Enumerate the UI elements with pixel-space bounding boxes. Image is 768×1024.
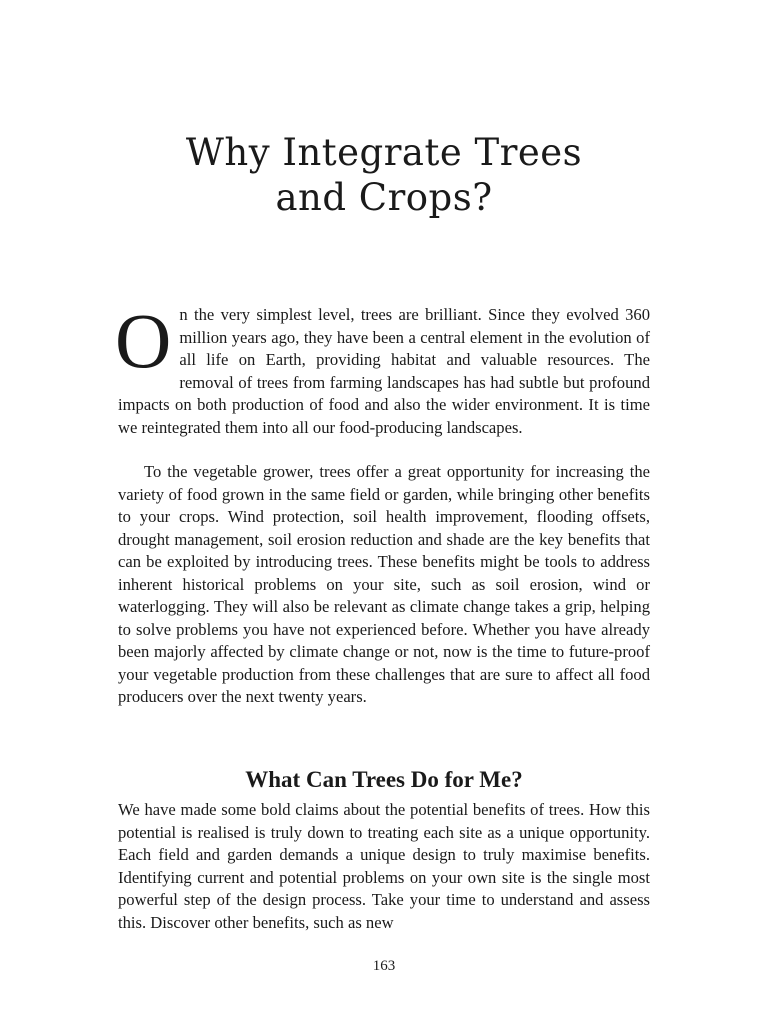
intro-paragraph-text: n the very simplest level, trees are brilliant. Since they evolved 360 million years ago, they have been a central element in the evolution of all life on Earth, providing habitat and valuable resources. The removal of trees from farming landscapes has had subtle but profound impacts on both production of food and also the wider environment. It is time we reintegrated them into all our food-producing landscapes. (118, 305, 650, 437)
chapter-title-line-1: Why Integrate Trees (185, 131, 583, 174)
chapter-title-line-2: and Crops? (275, 176, 493, 219)
section-paragraph: We have made some bold claims about the potential benefits of trees. How this potential is realised is truly down to treating each site as a unique opportunity. Each field and garden demands a unique design to truly maximise benefits. Identifying current and potential problems on your own site is the single most powerful step of the design process. Take your time to understand and assess this. Discover other benefits, such as new (118, 800, 650, 932)
body-paragraph-2: To the vegetable grower, trees offer a great opportunity for increasing the variety of food grown in the same field or garden, while bringing other benefits to your crops. Wind protection, soil health improvement, flooding offsets, drought management, soil erosion reduction and shade are the key benefits that can be exploited by introducing trees. These benefits might be tools to address inherent historical problems on your site, such as soil erosion, wind or waterlogging. They will also be relevant as climate change takes a grip, helping to solve problems you have not experienced before. Whether you have already been majorly affected by climate change or not, now is the time to future-proof your vegetable production from these challenges that are sure to affect all food producers over the next twenty years. (118, 462, 650, 706)
chapter-title (0, 130, 768, 220)
intro-paragraph (115, 297, 650, 439)
section-heading: What Can Trees Do for Me? (245, 767, 523, 792)
page-number: 163 (372, 958, 396, 974)
drop-cap: O (115, 297, 172, 384)
